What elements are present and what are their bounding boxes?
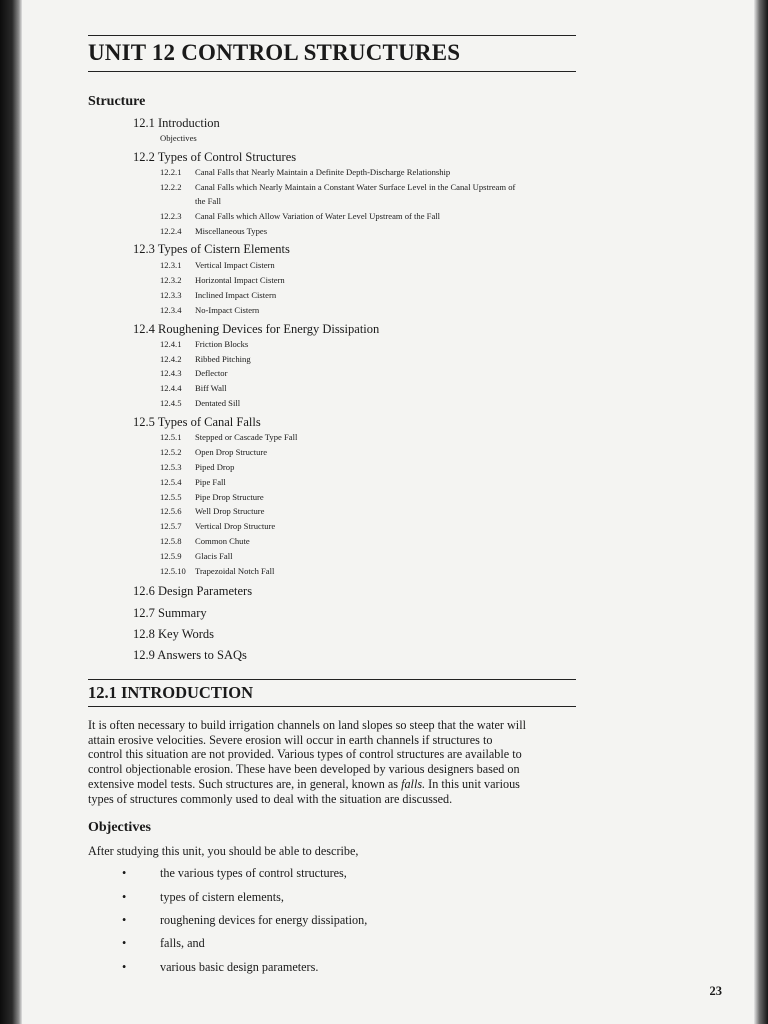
toc-item bbox=[160, 290, 276, 300]
toc-item-number: 12.2.3 bbox=[160, 211, 182, 221]
objective-text: roughening devices for energy dissipation, bbox=[160, 913, 368, 927]
toc-item-title: Trapezoidal Notch Fall bbox=[195, 566, 275, 576]
toc-item-title: Glacis Fall bbox=[195, 551, 233, 561]
toc-item-title: Pipe Drop Structure bbox=[195, 492, 264, 502]
title-rule-bottom bbox=[88, 71, 576, 72]
toc-item-number: 12.2.1 bbox=[160, 167, 182, 177]
introduction-paragraph bbox=[88, 718, 578, 806]
toc-item-number: 12.5.3 bbox=[160, 462, 182, 472]
bullet-icon: • bbox=[122, 936, 127, 950]
toc-item-number: 12.3.2 bbox=[160, 275, 182, 285]
toc-item-title: Open Drop Structure bbox=[195, 447, 268, 457]
toc-item bbox=[160, 275, 285, 285]
toc-item bbox=[160, 462, 234, 472]
objective-item bbox=[122, 866, 347, 881]
toc-item-number: 12.4.3 bbox=[160, 368, 182, 378]
paragraph-line: types of structures commonly used to deal with the situation are discussed. bbox=[88, 791, 453, 806]
objective-text: various basic design parameters. bbox=[160, 960, 319, 974]
toc-section-12-7: 12.7 Summary bbox=[133, 606, 207, 620]
toc-item-number: 12.3.3 bbox=[160, 290, 182, 300]
title-rule-top bbox=[88, 35, 576, 36]
scan-edge-right bbox=[754, 0, 768, 1024]
toc-item-title: Common Chute bbox=[195, 536, 250, 546]
toc-item-title: Pipe Fall bbox=[195, 477, 226, 487]
objective-item bbox=[122, 890, 284, 905]
toc-item bbox=[160, 551, 232, 561]
structure-heading: Structure bbox=[88, 94, 146, 109]
bullet-icon: • bbox=[122, 960, 127, 974]
toc-item-number: 12.2.4 bbox=[160, 226, 182, 236]
objectives-intro: After studying this unit, you should be able to describe, bbox=[88, 844, 359, 858]
intro-rule-top bbox=[88, 679, 576, 680]
toc-item bbox=[160, 566, 274, 576]
objective-text: types of cistern elements, bbox=[160, 890, 284, 904]
toc-item bbox=[160, 339, 248, 349]
toc-item-title: No-Impact Cistern bbox=[195, 305, 260, 315]
paragraph-text: extensive model tests. Such structures are, in general, known as bbox=[88, 776, 402, 791]
toc-item-title: Friction Blocks bbox=[195, 339, 249, 349]
toc-item-number: 12.5.2 bbox=[160, 447, 182, 457]
toc-section-12-8: 12.8 Key Words bbox=[133, 627, 215, 641]
toc-item-title: Piped Drop bbox=[195, 462, 235, 472]
introduction-heading: 12.1 INTRODUCTION bbox=[88, 683, 254, 702]
toc-item bbox=[160, 432, 297, 442]
bullet-icon: • bbox=[122, 913, 127, 927]
toc-item-number: 12.5.9 bbox=[160, 551, 182, 561]
toc-item-title: Well Drop Structure bbox=[195, 506, 265, 516]
toc-item-title: Dentated Sill bbox=[195, 398, 241, 408]
paragraph-text: In this unit various bbox=[425, 776, 520, 791]
objective-item bbox=[122, 936, 205, 951]
scan-edge-left bbox=[0, 0, 22, 1024]
toc-item-number: 12.4.5 bbox=[160, 398, 182, 408]
toc-item-title: Inclined Impact Cistern bbox=[195, 290, 277, 300]
toc-item-title: Vertical Drop Structure bbox=[195, 521, 276, 531]
toc-item bbox=[160, 536, 250, 546]
intro-rule-bottom bbox=[88, 706, 576, 707]
toc-item-title: Ribbed Pitching bbox=[195, 354, 251, 364]
toc-item-number: 12.4.2 bbox=[160, 354, 182, 364]
toc-section-12-5: 12.5 Types of Canal Falls bbox=[133, 415, 261, 429]
objective-text: the various types of control structures, bbox=[160, 866, 347, 880]
toc-item-number: 12.4.4 bbox=[160, 383, 182, 393]
paragraph-line: control objectionable erosion. These have been developed by various designers based on bbox=[88, 762, 520, 777]
paragraph-line: control this situation are not provided. Various types of control structures are available to bbox=[88, 747, 522, 762]
toc-item-number: 12.5.10 bbox=[160, 566, 186, 576]
toc-item bbox=[160, 354, 251, 364]
paragraph-line bbox=[88, 777, 578, 792]
objectives-heading: Objectives bbox=[88, 820, 151, 835]
toc-item-title: Canal Falls which Allow Variation of Water Level Upstream of the Fall bbox=[195, 211, 441, 221]
toc-section-12-4: 12.4 Roughening Devices for Energy Dissipation bbox=[133, 322, 380, 336]
paragraph-line: It is often necessary to build irrigation channels on land slopes so steep that the water will bbox=[88, 718, 526, 732]
bullet-icon: • bbox=[122, 890, 127, 904]
toc-item bbox=[160, 260, 275, 270]
toc-item-number: 12.5.6 bbox=[160, 506, 182, 516]
toc-section-12-6: 12.6 Design Parameters bbox=[133, 584, 253, 598]
toc-item-number: 12.4.1 bbox=[160, 339, 182, 349]
toc-item-number: 12.3.1 bbox=[160, 260, 182, 270]
toc-item-title: Miscellaneous Types bbox=[195, 226, 268, 236]
toc-item bbox=[160, 182, 515, 192]
falls-term: falls. bbox=[401, 776, 426, 791]
toc-section-12-3: 12.3 Types of Cistern Elements bbox=[133, 242, 290, 256]
toc-item-number: 12.2.2 bbox=[160, 182, 182, 192]
toc-item-number: 12.3.4 bbox=[160, 305, 182, 315]
unit-title: UNIT 12 CONTROL STRUCTURES bbox=[88, 40, 461, 65]
toc-item bbox=[160, 398, 240, 408]
bullet-icon: • bbox=[122, 866, 127, 880]
toc-item-number: 12.5.5 bbox=[160, 492, 182, 502]
objective-item bbox=[122, 960, 318, 975]
toc-item bbox=[160, 447, 267, 457]
toc-item-number: 12.5.8 bbox=[160, 536, 182, 546]
toc-section-12-2: 12.2 Types of Control Structures bbox=[133, 150, 297, 164]
objective-text: falls, and bbox=[160, 936, 205, 950]
toc-item-title: Deflector bbox=[195, 368, 228, 378]
toc-objectives: Objectives bbox=[160, 133, 197, 143]
toc-item bbox=[160, 506, 264, 516]
toc-item bbox=[160, 492, 264, 502]
toc-item-title: Canal Falls which Nearly Maintain a Constant Water Surface Level in the Canal Upstream of bbox=[195, 182, 516, 192]
toc-item-title: Horizontal Impact Cistern bbox=[195, 275, 285, 285]
toc-item-number: 12.5.7 bbox=[160, 521, 182, 531]
toc-item bbox=[160, 383, 227, 393]
toc-item bbox=[160, 211, 440, 221]
paragraph-line: attain erosive velocities. Severe erosion will occur in earth channels if structures to bbox=[88, 732, 493, 747]
toc-item-title: Biff Wall bbox=[195, 383, 227, 393]
toc-item-number: 12.5.1 bbox=[160, 432, 182, 442]
page-number: 23 bbox=[709, 984, 722, 998]
toc-item-continuation: the Fall bbox=[195, 196, 222, 206]
toc-item bbox=[160, 305, 259, 315]
toc-item bbox=[160, 521, 275, 531]
toc-item-title: Canal Falls that Nearly Maintain a Definite Depth-Discharge Relationship bbox=[195, 167, 451, 177]
toc-item-number: 12.5.4 bbox=[160, 477, 182, 487]
toc-item bbox=[160, 368, 227, 378]
toc-item bbox=[160, 477, 226, 487]
toc-section-12-9: 12.9 Answers to SAQs bbox=[133, 648, 247, 662]
toc-item-title: Vertical Impact Cistern bbox=[195, 260, 275, 270]
toc-section-12-1: 12.1 Introduction bbox=[133, 116, 220, 130]
toc-item bbox=[160, 226, 267, 236]
objective-item bbox=[122, 913, 367, 928]
toc-item-title: Stepped or Cascade Type Fall bbox=[195, 432, 298, 442]
toc-item bbox=[160, 167, 450, 177]
